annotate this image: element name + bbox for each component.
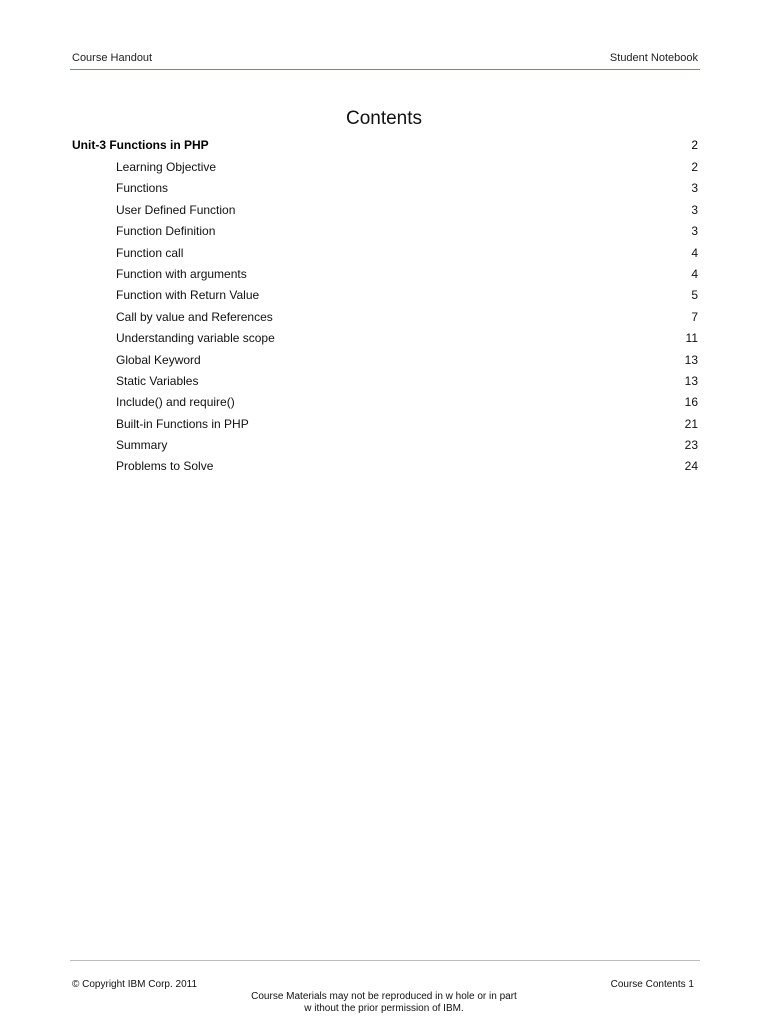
toc-entry-function-definition[interactable] — [70, 221, 700, 242]
toc-unit-label: Unit-3 Functions in PHP — [72, 138, 209, 152]
toc-entry-learning-objective[interactable] — [70, 157, 700, 178]
toc-entry-label: Problems to Solve — [116, 459, 214, 474]
toc-entry-static-variables[interactable] — [70, 371, 700, 392]
toc-entry-page: 13 — [684, 352, 698, 367]
toc-entry-page: 11 — [685, 331, 698, 346]
toc-entry-label: Static Variables — [116, 373, 199, 388]
footer-notice-line-2: w ithout the prior permission of IBM. — [304, 1003, 464, 1014]
footer-notice — [0, 991, 768, 1015]
toc-entry-problems-to-solve[interactable] — [70, 456, 700, 477]
toc-entry-label: Call by value and References — [116, 309, 273, 324]
toc-entry-function-with-arguments[interactable] — [70, 264, 700, 285]
toc-entry-page: 13 — [684, 373, 698, 388]
toc-entry-page: 23 — [684, 438, 698, 453]
toc-entry-label: Understanding variable scope — [116, 331, 275, 346]
toc-entry-label: Global Keyword — [116, 352, 201, 367]
toc-entry-global-keyword[interactable] — [70, 350, 700, 371]
toc-entry-user-defined-function[interactable] — [70, 200, 700, 221]
toc-entry-label: Function with Return Value — [116, 288, 260, 303]
toc-entry-label: Summary — [116, 438, 168, 453]
header-course-handout: Course Handout — [72, 52, 153, 64]
toc-entry-label: Function with arguments — [116, 266, 247, 281]
toc-entry-functions[interactable] — [70, 178, 700, 199]
toc-entry-page: 4 — [691, 245, 698, 260]
footer-divider — [70, 960, 700, 961]
toc-entry-built-in-functions[interactable] — [70, 414, 700, 435]
toc-entry-function-call[interactable] — [70, 243, 700, 264]
toc-entry-page: 4 — [691, 266, 698, 281]
header-student-notebook: Student Notebook — [609, 52, 698, 64]
toc-entry-summary[interactable] — [70, 435, 700, 456]
toc-unit-entry[interactable] — [70, 136, 700, 157]
toc-entry-label: User Defined Function — [116, 202, 236, 217]
toc-entry-label: Learning Objective — [116, 160, 217, 174]
toc-entry-page: 2 — [691, 160, 698, 174]
toc-entry-label: Include() and require() — [116, 395, 235, 410]
toc-entry-page: 5 — [691, 288, 698, 303]
toc-entry-page: 24 — [684, 459, 698, 474]
toc-unit-page: 2 — [691, 138, 698, 152]
toc-entry-page: 21 — [684, 416, 698, 431]
toc-entry-call-by-value-and-references[interactable] — [70, 307, 700, 328]
toc-entry-label: Built-in Functions in PHP — [116, 416, 249, 431]
toc-entry-label: Functions — [116, 181, 169, 196]
table-of-contents — [70, 136, 700, 478]
page-header — [70, 52, 700, 70]
footer-copyright: © Copyright IBM Corp. 2011 — [72, 979, 198, 990]
toc-entry-page: 3 — [691, 224, 698, 239]
toc-entry-understanding-variable-scope[interactable] — [70, 328, 700, 349]
toc-entry-page: 16 — [684, 395, 698, 410]
page-title: Contents — [345, 108, 423, 129]
toc-entry-function-with-return-value[interactable] — [70, 285, 700, 306]
toc-entry-page: 3 — [691, 181, 698, 196]
header-divider — [70, 69, 700, 70]
toc-entry-page: 3 — [691, 202, 698, 217]
toc-entry-label: Function call — [116, 245, 184, 260]
toc-entry-include-and-require[interactable] — [70, 392, 700, 413]
footer-notice-line-1: Course Materials may not be reproduced in w hole or in part — [251, 991, 517, 1002]
toc-entry-page: 7 — [691, 309, 698, 324]
footer-page-label: Course Contents 1 — [610, 979, 694, 990]
toc-entry-label: Function Definition — [116, 224, 216, 239]
